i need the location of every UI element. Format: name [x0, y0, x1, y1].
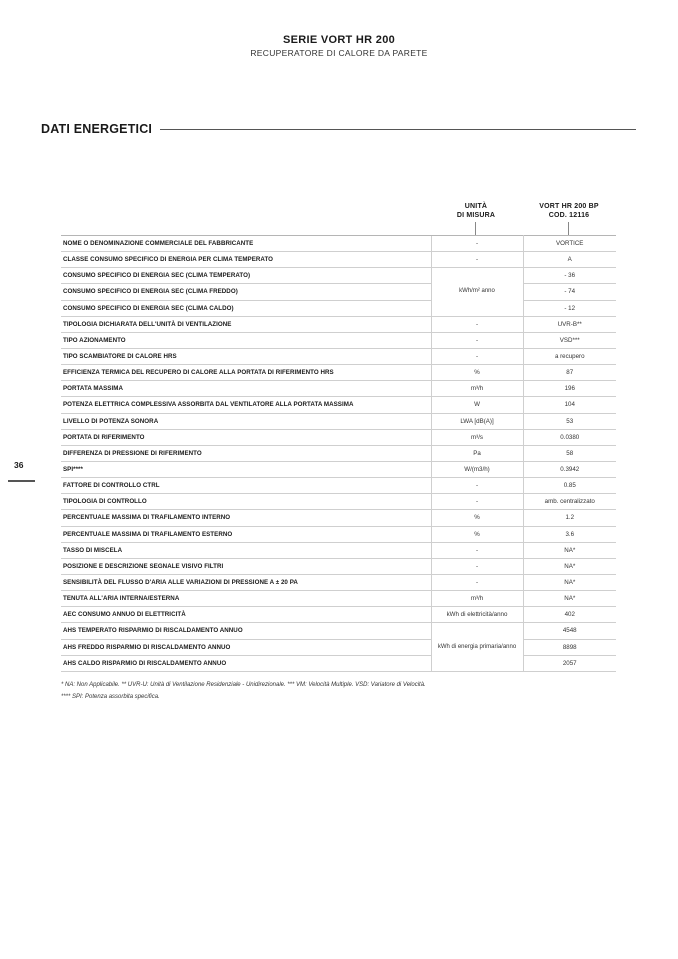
column-tick-model	[568, 222, 569, 236]
row-label: SENSIBILITÀ DEL FLUSSO D'ARIA ALLE VARIAZIONI DI PRESSIONE A ± 20 PA	[61, 574, 431, 590]
row-value: 8898	[523, 639, 616, 655]
footnote-abbreviations: * NA: Non Applicabile. ** UVR-U: Unità di Ventilazione Residenziale - Unidirezionale. *** VM: Velocità Multiple. VSD: Variatore di Velocità.	[61, 682, 426, 688]
row-value: - 12	[523, 300, 616, 316]
row-label: PORTATA MASSIMA	[61, 381, 431, 397]
column-header-unit-line2: DI MISURA	[456, 212, 496, 219]
row-label: PERCENTUALE MASSIMA DI TRAFILAMENTO ESTERNO	[61, 526, 431, 542]
row-unit: %	[431, 365, 523, 381]
row-unit: -	[431, 478, 523, 494]
row-value: 4548	[523, 623, 616, 639]
row-value: 0.0380	[523, 429, 616, 445]
table-row	[61, 381, 616, 397]
row-unit: W	[431, 397, 523, 413]
row-value: VORTICE	[523, 236, 616, 252]
row-unit: m³/s	[431, 429, 523, 445]
row-value: NA*	[523, 591, 616, 607]
table-row	[61, 332, 616, 348]
table-row	[61, 284, 616, 300]
table-row	[61, 252, 616, 268]
row-unit: W/(m3/h)	[431, 461, 523, 477]
column-header-model-line1: VORT HR 200 BP	[539, 203, 599, 210]
row-label: TIPOLOGIA DICHIARATA DELL'UNITÀ DI VENTILAZIONE	[61, 316, 431, 332]
row-unit: Pa	[431, 445, 523, 461]
section-title: DATI ENERGETICI	[41, 122, 153, 136]
row-unit: -	[431, 332, 523, 348]
row-value: 58	[523, 445, 616, 461]
row-label: TENUTA ALL'ARIA INTERNA/ESTERNA	[61, 591, 431, 607]
row-value: 402	[523, 607, 616, 623]
row-value: 0.3942	[523, 461, 616, 477]
page-number-bar	[8, 480, 35, 482]
table-row	[61, 348, 616, 364]
table-row	[61, 268, 616, 284]
row-unit: LWA [dB(A)]	[431, 413, 523, 429]
row-value: NA*	[523, 558, 616, 574]
table-row	[61, 655, 616, 671]
row-unit: -	[431, 494, 523, 510]
row-unit: -	[431, 558, 523, 574]
table-row	[61, 510, 616, 526]
row-label: EFFICIENZA TERMICA DEL RECUPERO DI CALORE ALLA PORTATA DI RIFERIMENTO HRS	[61, 365, 431, 381]
row-value: A	[523, 252, 616, 268]
row-label: POSIZIONE E DESCRIZIONE SEGNALE VISIVO FILTRI	[61, 558, 431, 574]
row-value: - 74	[523, 284, 616, 300]
row-unit-merged: kWh/m² anno	[431, 268, 523, 316]
row-label: FATTORE DI CONTROLLO CTRL	[61, 478, 431, 494]
row-label: PORTATA DI RIFERIMENTO	[61, 429, 431, 445]
series-subtitle: RECUPERATORE DI CALORE DA PARETE	[250, 48, 428, 58]
row-label: TIPO AZIONAMENTO	[61, 332, 431, 348]
row-value: NA*	[523, 574, 616, 590]
row-label: AHS FREDDO RISPARMIO DI RISCALDAMENTO ANNUO	[61, 639, 431, 655]
row-value: 0.85	[523, 478, 616, 494]
row-label: AHS CALDO RISPARMIO DI RISCALDAMENTO ANNUO	[61, 655, 431, 671]
row-label: LIVELLO DI POTENZA SONORA	[61, 413, 431, 429]
row-unit: -	[431, 348, 523, 364]
table-row	[61, 300, 616, 316]
table-row	[61, 526, 616, 542]
row-label: CONSUMO SPECIFICO DI ENERGIA SEC (CLIMA TEMPERATO)	[61, 268, 431, 284]
section-divider	[160, 129, 636, 130]
section-header	[41, 121, 636, 137]
energy-data-table	[61, 235, 616, 672]
row-unit: %	[431, 510, 523, 526]
row-label: AEC CONSUMO ANNUO DI ELETTRICITÀ	[61, 607, 431, 623]
row-label: POTENZA ELETTRICA COMPLESSIVA ASSORBITA DAL VENTILATORE ALLA PORTATA MASSIMA	[61, 397, 431, 413]
row-label: TIPO SCAMBIATORE DI CALORE HRS	[61, 348, 431, 364]
row-unit: -	[431, 542, 523, 558]
row-label: TASSO DI MISCELA	[61, 542, 431, 558]
column-tick-unit	[475, 222, 476, 236]
table-row	[61, 542, 616, 558]
column-header-unit	[432, 202, 520, 220]
row-value: UVR-B**	[523, 316, 616, 332]
row-unit: m³/h	[431, 591, 523, 607]
row-value: 87	[523, 365, 616, 381]
row-label: NOME O DENOMINAZIONE COMMERCIALE DEL FABBRICANTE	[61, 236, 431, 252]
table-row	[61, 413, 616, 429]
row-unit: -	[431, 252, 523, 268]
row-label: AHS TEMPERATO RISPARMIO DI RISCALDAMENTO ANNUO	[61, 623, 431, 639]
table-row	[61, 316, 616, 332]
row-value: NA*	[523, 542, 616, 558]
table-row	[61, 623, 616, 639]
series-title: SERIE VORT HR 200	[282, 34, 396, 46]
row-label: TIPOLOGIA DI CONTROLLO	[61, 494, 431, 510]
row-unit: -	[431, 316, 523, 332]
row-value: 104	[523, 397, 616, 413]
table-row	[61, 445, 616, 461]
column-header-model	[522, 202, 616, 220]
table-row	[61, 429, 616, 445]
row-label: PERCENTUALE MASSIMA DI TRAFILAMENTO INTERNO	[61, 510, 431, 526]
row-unit-merged: kWh di energia primaria/anno	[431, 623, 523, 671]
row-label: CLASSE CONSUMO SPECIFICO DI ENERGIA PER CLIMA TEMPERATO	[61, 252, 431, 268]
row-label: CONSUMO SPECIFICO DI ENERGIA SEC (CLIMA CALDO)	[61, 300, 431, 316]
row-unit: m³/h	[431, 381, 523, 397]
table-row	[61, 461, 616, 477]
row-value: amb. centralizzato	[523, 494, 616, 510]
table-row	[61, 558, 616, 574]
row-value: VSD***	[523, 332, 616, 348]
row-value: 2057	[523, 655, 616, 671]
row-value: 53	[523, 413, 616, 429]
row-label: DIFFERENZA DI PRESSIONE DI RIFERIMENTO	[61, 445, 431, 461]
row-value: 196	[523, 381, 616, 397]
row-label: SPI****	[61, 461, 431, 477]
table-row	[61, 591, 616, 607]
table-row	[61, 365, 616, 381]
table-row	[61, 639, 616, 655]
row-unit: %	[431, 526, 523, 542]
row-unit: -	[431, 574, 523, 590]
table-row	[61, 478, 616, 494]
table-row	[61, 494, 616, 510]
table-row	[61, 574, 616, 590]
row-value: 3.6	[523, 526, 616, 542]
table-row	[61, 236, 616, 252]
column-header-unit-line1: UNITÀ	[464, 203, 488, 210]
row-value: a recupero	[523, 348, 616, 364]
row-unit: kWh di elettricità/anno	[431, 607, 523, 623]
footnote-spi: **** SPI: Potenza assorbita specifica.	[61, 694, 160, 700]
table-row	[61, 607, 616, 623]
row-value: - 36	[523, 268, 616, 284]
table-row	[61, 397, 616, 413]
column-header-model-line2: COD. 12116	[548, 212, 590, 219]
page-number: 36	[14, 460, 24, 470]
row-label: CONSUMO SPECIFICO DI ENERGIA SEC (CLIMA FREDDO)	[61, 284, 431, 300]
row-unit: -	[431, 236, 523, 252]
row-value: 1.2	[523, 510, 616, 526]
